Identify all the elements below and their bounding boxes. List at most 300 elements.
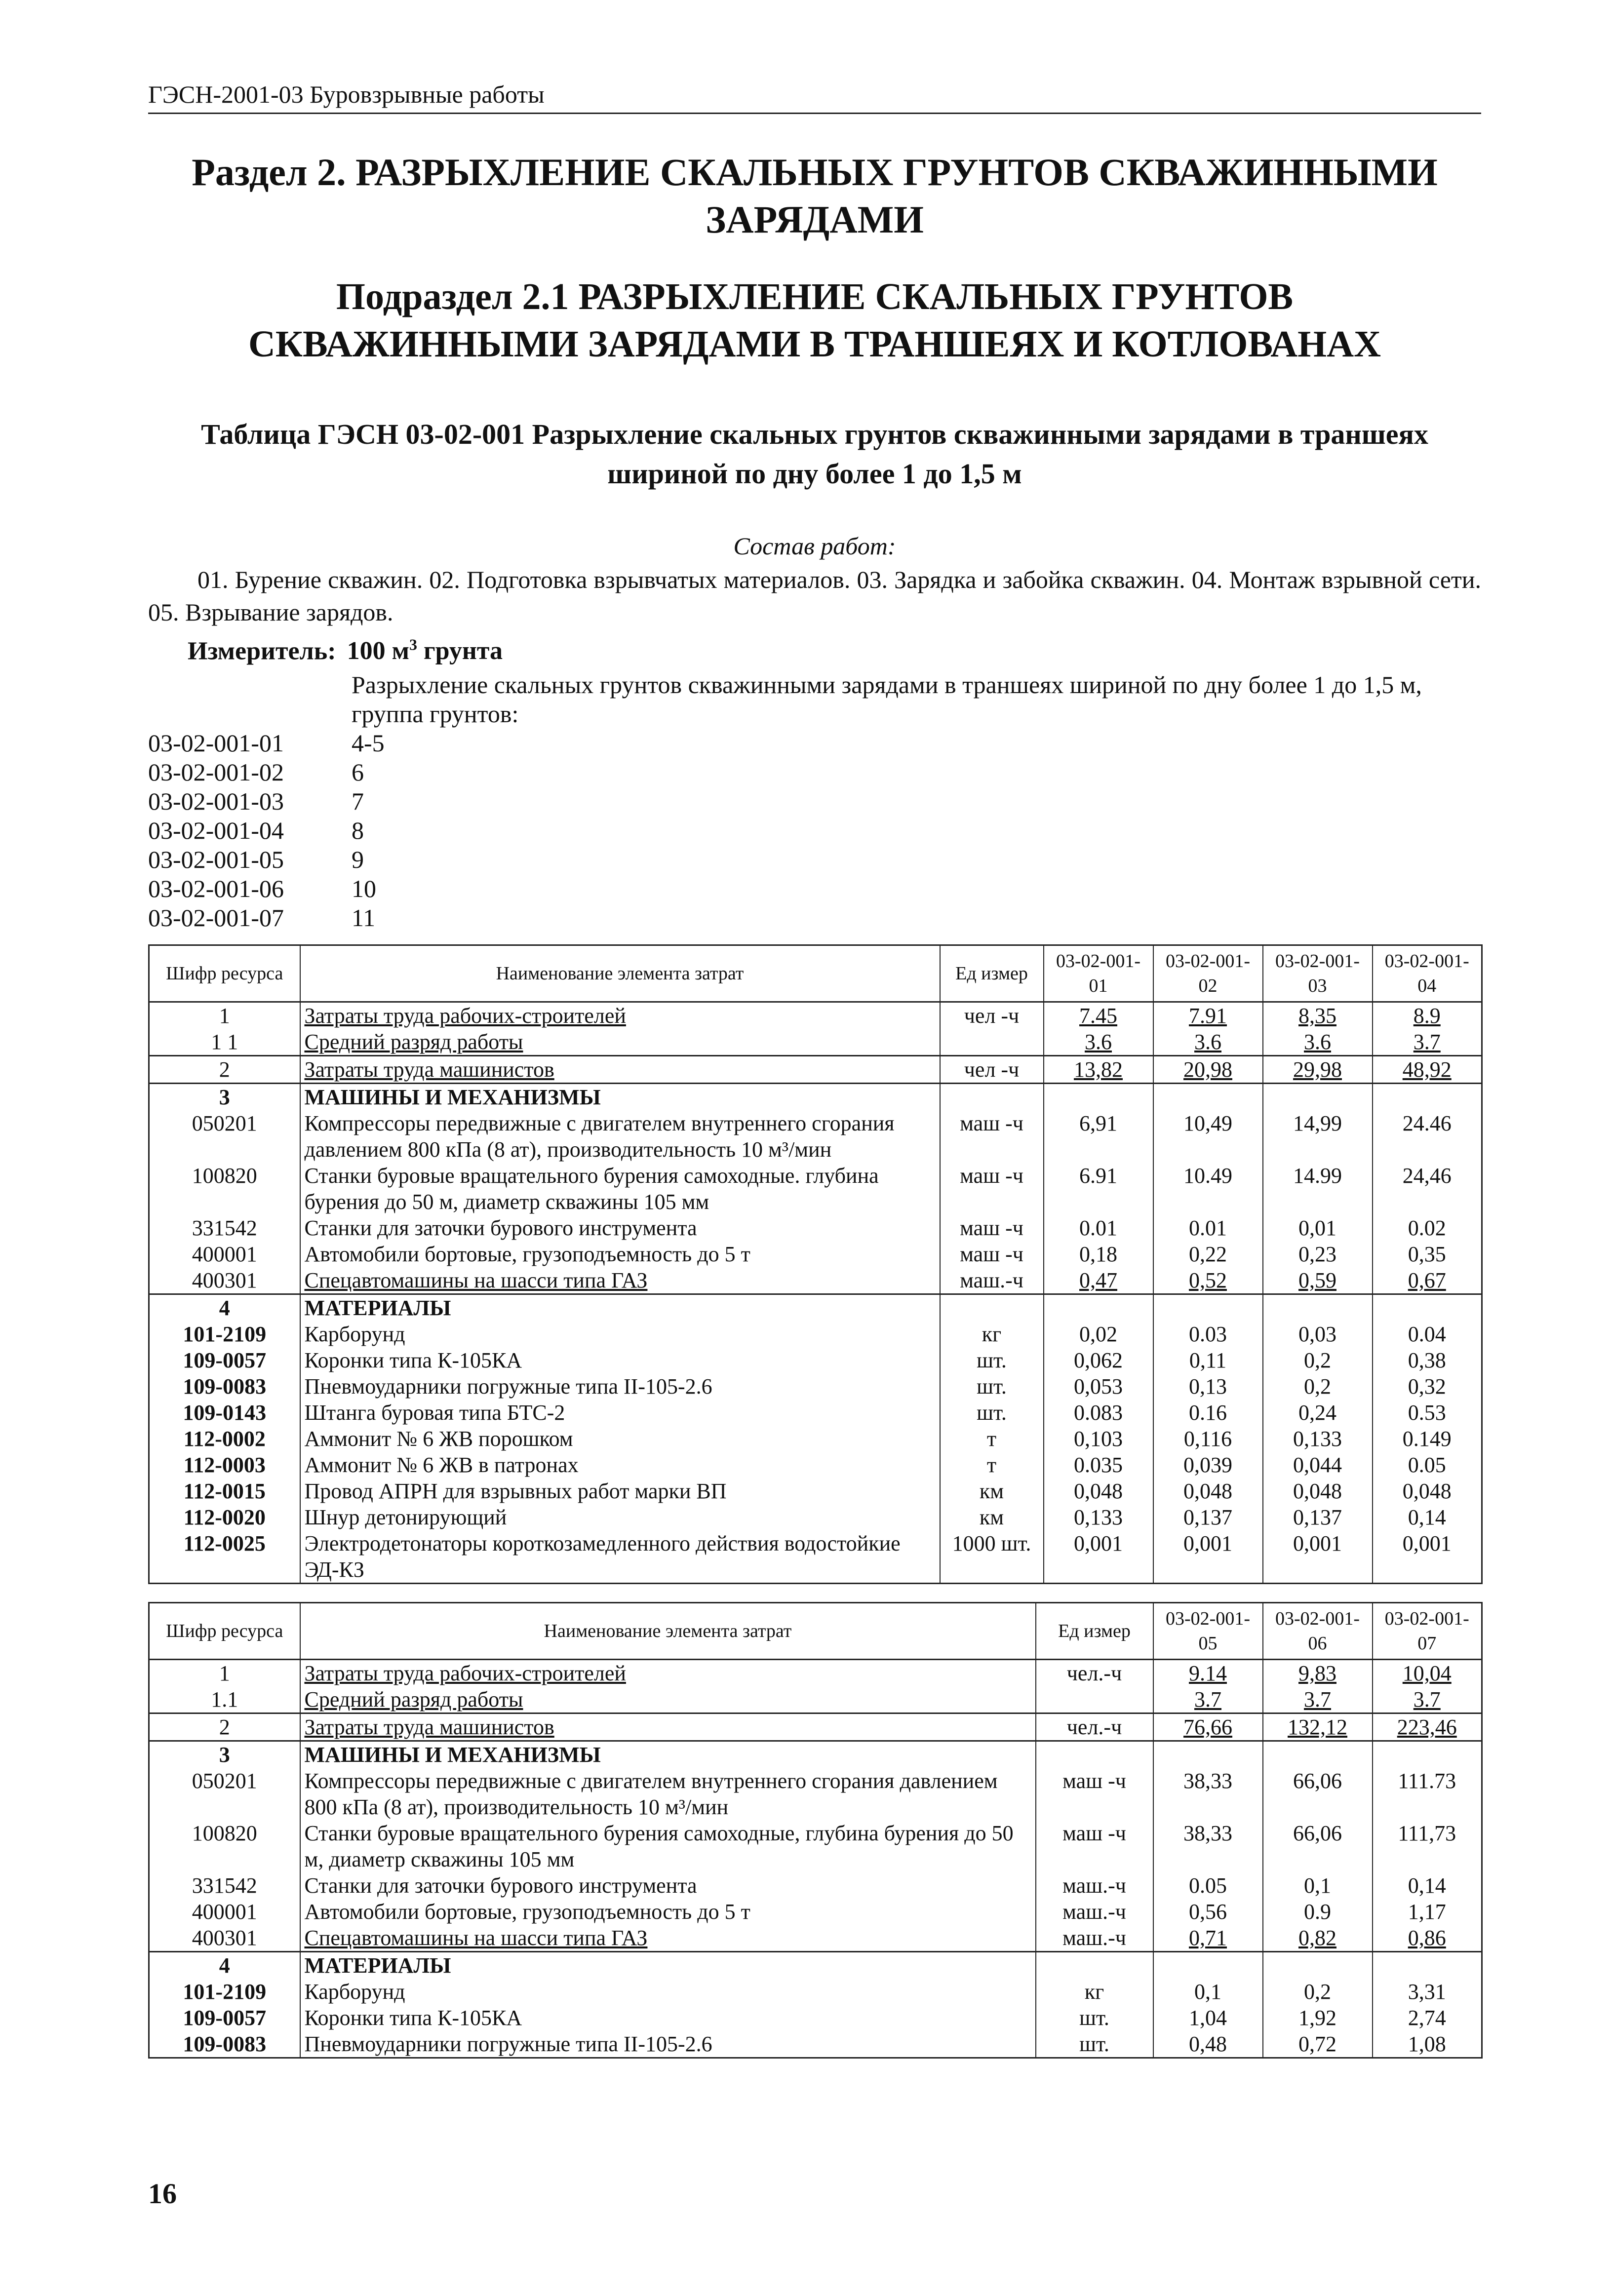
column-header: 03-02-001-02: [1153, 945, 1263, 1002]
cell-value: 0,01: [1263, 1215, 1373, 1241]
cell-value: 0,71: [1153, 1925, 1263, 1952]
cell-unit: шт.: [1036, 2031, 1153, 2058]
cell-unit: [940, 1029, 1044, 1056]
table-row: [149, 1741, 1482, 1768]
code-group: 7: [352, 787, 364, 816]
cell-value: 0.16: [1153, 1400, 1263, 1426]
cell-value: [1263, 1952, 1373, 1979]
cell-unit: кг: [1036, 1979, 1153, 2005]
cell-value: 0,56: [1153, 1899, 1263, 1925]
cell-name: Затраты труда рабочих-строителей: [300, 1660, 1036, 1687]
code-value: 03-02-001-07: [148, 904, 284, 932]
cell-code: 112-0020: [149, 1504, 300, 1530]
table-row: [149, 1002, 1482, 1029]
cell-value: 0.03: [1153, 1321, 1263, 1347]
cell-name: Карборунд: [300, 1321, 940, 1347]
table-row: [149, 1686, 1482, 1713]
cell-unit: маш.-ч: [940, 1267, 1044, 1294]
table-row: [149, 1215, 1482, 1241]
cell-name: Пневмоударники погружные типа II-105-2.6: [300, 1373, 940, 1400]
code-value: 03-02-001-06: [148, 875, 284, 903]
meter-value-sup: 3: [409, 636, 418, 654]
code-row: [148, 903, 1481, 933]
cell-value: 1,92: [1263, 2005, 1373, 2031]
table-row: [149, 1530, 1482, 1584]
cell-value: 0,2: [1263, 1979, 1373, 2005]
cell-value: [1263, 1294, 1373, 1322]
code-row: [148, 787, 1481, 816]
cell-value: 8,35: [1263, 1002, 1373, 1029]
cell-name: МАШИНЫ И МЕХАНИЗМЫ: [300, 1084, 940, 1111]
table-row: [149, 1768, 1482, 1820]
document-page: [148, 79, 1481, 2059]
table-row: [149, 1504, 1482, 1530]
cell-value: 0,23: [1263, 1241, 1373, 1267]
cell-value: 0,86: [1373, 1925, 1482, 1952]
code-group: 8: [352, 817, 364, 845]
code-value: 03-02-001-05: [148, 846, 284, 874]
cell-value: 0,03: [1263, 1321, 1373, 1347]
table2-body: [149, 1660, 1482, 2058]
cell-code: 112-0025: [149, 1530, 300, 1584]
cell-value: 3.6: [1263, 1029, 1373, 1056]
cell-value: 6,91: [1044, 1110, 1153, 1163]
cell-value: 10,04: [1373, 1660, 1482, 1687]
cell-code: 331542: [149, 1872, 300, 1899]
cell-value: 0,14: [1373, 1504, 1482, 1530]
cell-name: Средний разряд работы: [300, 1029, 940, 1056]
cell-value: 9.14: [1153, 1660, 1263, 1687]
cell-unit: чел.-ч: [1036, 1660, 1153, 1687]
cell-value: 1,17: [1373, 1899, 1482, 1925]
table-row: [149, 1294, 1482, 1322]
cell-value: [1373, 1084, 1482, 1111]
cell-value: 24,46: [1373, 1163, 1482, 1215]
cell-value: 10,49: [1153, 1110, 1263, 1163]
table1-header-row: [149, 945, 1482, 1002]
cell-name: Коронки типа К-105КА: [300, 2005, 1036, 2031]
cell-unit: шт.: [940, 1400, 1044, 1426]
cell-code: 1.1: [149, 1686, 300, 1713]
cell-value: 66,06: [1263, 1820, 1373, 1872]
table-row: [149, 1110, 1482, 1163]
cell-code: 400301: [149, 1267, 300, 1294]
cell-value: 0,044: [1263, 1452, 1373, 1478]
cell-value: [1373, 1741, 1482, 1768]
cell-code: 101-2109: [149, 1321, 300, 1347]
cell-value: [1044, 1294, 1153, 1322]
cell-value: 7.91: [1153, 1002, 1263, 1029]
cell-value: 0.02: [1373, 1215, 1482, 1241]
column-header: Шифр ресурса: [149, 945, 300, 1002]
cell-value: 0,24: [1263, 1400, 1373, 1426]
cell-value: 0,52: [1153, 1267, 1263, 1294]
cell-value: 132,12: [1263, 1713, 1373, 1741]
table-row: [149, 1321, 1482, 1347]
cell-name: Штанга буровая типа БТС-2: [300, 1400, 940, 1426]
cell-code: 331542: [149, 1215, 300, 1241]
resource-table-1: [148, 944, 1483, 1584]
table-row: [149, 1660, 1482, 1687]
cell-value: 29,98: [1263, 1056, 1373, 1084]
cell-value: 0,02: [1044, 1321, 1153, 1347]
cell-name: Спецавтомашины на шасси типа ГАЗ: [300, 1267, 940, 1294]
cell-name: Пневмоударники погружные типа II-105-2.6: [300, 2031, 1036, 2058]
cell-value: 0,22: [1153, 1241, 1263, 1267]
cell-value: 0.9: [1263, 1899, 1373, 1925]
cell-name: МАТЕРИАЛЫ: [300, 1294, 940, 1322]
cell-value: [1373, 1952, 1482, 1979]
cell-unit: чел -ч: [940, 1056, 1044, 1084]
cell-value: [1153, 1294, 1263, 1322]
code-value: 03-02-001-01: [148, 729, 284, 757]
cell-value: 0.149: [1373, 1426, 1482, 1452]
cell-value: [1153, 1741, 1263, 1768]
cell-value: 0,103: [1044, 1426, 1153, 1452]
table1-body: [149, 1002, 1482, 1584]
cell-value: 0,11: [1153, 1347, 1263, 1373]
table-row: [149, 1029, 1482, 1056]
cell-value: 0,001: [1263, 1530, 1373, 1584]
cell-unit: шт.: [1036, 2005, 1153, 2031]
cell-value: 0,1: [1263, 1872, 1373, 1899]
table-row: [149, 1267, 1482, 1294]
table-row: [149, 1241, 1482, 1267]
cell-value: 0,137: [1263, 1504, 1373, 1530]
cell-name: Станки для заточки бурового инструмента: [300, 1872, 1036, 1899]
column-header: 03-02-001-06: [1263, 1603, 1373, 1660]
cell-value: 3.6: [1153, 1029, 1263, 1056]
cell-value: 0,001: [1153, 1530, 1263, 1584]
cell-value: [1263, 1084, 1373, 1111]
table-row: [149, 2005, 1482, 2031]
cell-code: 400001: [149, 1241, 300, 1267]
cell-value: 38,33: [1153, 1820, 1263, 1872]
cell-unit: 1000 шт.: [940, 1530, 1044, 1584]
cell-value: 6.91: [1044, 1163, 1153, 1215]
cell-value: 0,053: [1044, 1373, 1153, 1400]
cell-value: 111.73: [1373, 1768, 1482, 1820]
cell-code: 101-2109: [149, 1979, 300, 2005]
codes-block: [148, 670, 1481, 933]
code-group: 4-5: [352, 729, 385, 757]
cell-code: 4: [149, 1294, 300, 1322]
code-row: [148, 845, 1481, 874]
cell-value: 2,74: [1373, 2005, 1482, 2031]
cell-name: Компрессоры передвижные с двигателем внутреннего сгорания давлением 800 кПа (8 ат), производительность 10 м³/мин: [300, 1768, 1036, 1820]
cell-value: 1,04: [1153, 2005, 1263, 2031]
cell-value: 3.6: [1044, 1029, 1153, 1056]
cell-unit: т: [940, 1452, 1044, 1478]
cell-code: 1: [149, 1002, 300, 1029]
table-row: [149, 1347, 1482, 1373]
cell-value: 0,133: [1044, 1504, 1153, 1530]
cell-value: 0,72: [1263, 2031, 1373, 2058]
table-title: Таблица ГЭСН 03-02-001 Разрыхление скальных грунтов скважинными зарядами в траншеях шириной по дну более 1 до 1,5 м: [201, 418, 1428, 490]
cell-value: 3.7: [1373, 1686, 1482, 1713]
cell-unit: чел.-ч: [1036, 1713, 1153, 1741]
cell-unit: маш -ч: [940, 1215, 1044, 1241]
cell-value: 0,59: [1263, 1267, 1373, 1294]
code-row: [148, 758, 1481, 787]
cell-name: Шнур детонирующий: [300, 1504, 940, 1530]
cell-unit: маш.-ч: [1036, 1925, 1153, 1952]
table-row: [149, 1478, 1482, 1504]
code-row: [148, 874, 1481, 903]
code-group: 10: [352, 875, 376, 903]
cell-code: 050201: [149, 1768, 300, 1820]
cell-value: 10.49: [1153, 1163, 1263, 1215]
code-list: [148, 729, 1481, 933]
cell-value: 0,13: [1153, 1373, 1263, 1400]
cell-name: Станки для заточки бурового инструмента: [300, 1215, 940, 1241]
cell-unit: шт.: [940, 1373, 1044, 1400]
cell-code: 400301: [149, 1925, 300, 1952]
cell-unit: маш.-ч: [1036, 1899, 1153, 1925]
cell-name: Аммонит № 6 ЖВ в патронах: [300, 1452, 940, 1478]
cell-value: 0,048: [1263, 1478, 1373, 1504]
cell-name: Затраты труда рабочих-строителей: [300, 1002, 940, 1029]
cell-code: 112-0003: [149, 1452, 300, 1478]
table-row: [149, 1084, 1482, 1111]
cell-name: Станки буровые вращательного бурения самоходные, глубина бурения до 50 м, диаметр скважины 105 мм: [300, 1820, 1036, 1872]
cell-value: 0,062: [1044, 1347, 1153, 1373]
cell-unit: маш -ч: [940, 1163, 1044, 1215]
cell-code: 050201: [149, 1110, 300, 1163]
table-row: [149, 1979, 1482, 2005]
cell-name: Средний разряд работы: [300, 1686, 1036, 1713]
cell-value: 0,048: [1044, 1478, 1153, 1504]
cell-value: [1153, 1952, 1263, 1979]
cell-unit: [940, 1084, 1044, 1111]
cell-value: 0,82: [1263, 1925, 1373, 1952]
cell-name: Спецавтомашины на шасси типа ГАЗ: [300, 1925, 1036, 1952]
section-title: Раздел 2. РАЗРЫХЛЕНИЕ СКАЛЬНЫХ ГРУНТОВ СКВАЖИННЫМИ ЗАРЯДАМИ: [192, 151, 1438, 241]
cell-code: 109-0083: [149, 2031, 300, 2058]
table-row: [149, 1426, 1482, 1452]
cell-code: 109-0057: [149, 2005, 300, 2031]
cell-value: 66,06: [1263, 1768, 1373, 1820]
cell-unit: [1036, 1741, 1153, 1768]
cell-value: 76,66: [1153, 1713, 1263, 1741]
cell-value: 0,38: [1373, 1347, 1482, 1373]
cell-code: 1: [149, 1660, 300, 1687]
table-row: [149, 1713, 1482, 1741]
cell-name: МАТЕРИАЛЫ: [300, 1952, 1036, 1979]
cell-unit: км: [940, 1504, 1044, 1530]
code-row: [148, 816, 1481, 845]
cell-value: 0,47: [1044, 1267, 1153, 1294]
cell-name: Затраты труда машинистов: [300, 1056, 940, 1084]
table2-header-row: [149, 1603, 1482, 1660]
cell-value: 3.7: [1373, 1029, 1482, 1056]
cell-unit: [940, 1294, 1044, 1322]
resource-table-2: [148, 1602, 1483, 2059]
cell-value: 0,048: [1153, 1478, 1263, 1504]
table-row: [149, 1056, 1482, 1084]
cell-value: 0,133: [1263, 1426, 1373, 1452]
cell-unit: т: [940, 1426, 1044, 1452]
cell-value: 0,14: [1373, 1872, 1482, 1899]
cell-value: 0,32: [1373, 1373, 1482, 1400]
cell-value: 0,35: [1373, 1241, 1482, 1267]
column-header: Наименование элемента затрат: [300, 1603, 1036, 1660]
cell-value: 0.53: [1373, 1400, 1482, 1426]
column-header: 03-02-001-04: [1373, 945, 1482, 1002]
column-header: Шифр ресурса: [149, 1603, 300, 1660]
cell-value: 223,46: [1373, 1713, 1482, 1741]
column-header: 03-02-001-03: [1263, 945, 1373, 1002]
meter-value-prefix: 100 м: [347, 637, 410, 665]
table-row: [149, 2031, 1482, 2058]
cell-unit: маш.-ч: [1036, 1872, 1153, 1899]
column-header: Ед измер: [1036, 1603, 1153, 1660]
cell-name: Провод АПРН для взрывных работ марки ВП: [300, 1478, 940, 1504]
cell-unit: [1036, 1686, 1153, 1713]
table-row: [149, 1925, 1482, 1952]
cell-code: 112-0002: [149, 1426, 300, 1452]
cell-value: 0.05: [1153, 1872, 1263, 1899]
cell-value: 48,92: [1373, 1056, 1482, 1084]
running-head: ГЭСН-2001-03 Буровзрывные работы: [148, 79, 1481, 114]
meter: [148, 628, 1481, 667]
column-header: 03-02-001-07: [1373, 1603, 1482, 1660]
cell-unit: маш -ч: [940, 1241, 1044, 1267]
cell-value: 0,048: [1373, 1478, 1482, 1504]
code-group: 6: [352, 758, 364, 786]
cell-value: 0.05: [1373, 1452, 1482, 1478]
cell-unit: [1036, 1952, 1153, 1979]
cell-code: 109-0057: [149, 1347, 300, 1373]
cell-value: 0,1: [1153, 1979, 1263, 2005]
cell-value: 0,001: [1044, 1530, 1153, 1584]
cell-name: Автомобили бортовые, грузоподъемность до 5 т: [300, 1899, 1036, 1925]
code-group: 9: [352, 846, 364, 874]
table-row: [149, 1452, 1482, 1478]
cell-value: 111,73: [1373, 1820, 1482, 1872]
meter-value: [347, 637, 503, 665]
cell-value: 7.45: [1044, 1002, 1153, 1029]
cell-value: 1,08: [1373, 2031, 1482, 2058]
cell-code: 3: [149, 1741, 300, 1768]
cell-value: 0,2: [1263, 1373, 1373, 1400]
cell-value: [1153, 1084, 1263, 1111]
cell-name: Станки буровые вращательного бурения самоходные. глубина бурения до 50 м, диаметр скважины 105 мм: [300, 1163, 940, 1215]
code-value: 03-02-001-02: [148, 758, 284, 786]
cell-code: 100820: [149, 1820, 300, 1872]
cell-value: 0,137: [1153, 1504, 1263, 1530]
cell-value: 0.035: [1044, 1452, 1153, 1478]
cell-code: 2: [149, 1056, 300, 1084]
cell-unit: маш -ч: [1036, 1768, 1153, 1820]
cell-unit: чел -ч: [940, 1002, 1044, 1029]
cell-name: Компрессоры передвижные с двигателем внутреннего сгорания давлением 800 кПа (8 ат), производительность 10 м³/мин: [300, 1110, 940, 1163]
cell-unit: шт.: [940, 1347, 1044, 1373]
code-group: 11: [352, 904, 376, 932]
cell-value: 3.7: [1263, 1686, 1373, 1713]
table-row: [149, 1872, 1482, 1899]
table-row: [149, 1373, 1482, 1400]
cell-value: 3,31: [1373, 1979, 1482, 2005]
cell-code: 109-0143: [149, 1400, 300, 1426]
cell-value: 0.01: [1044, 1215, 1153, 1241]
cell-value: 0,116: [1153, 1426, 1263, 1452]
cell-name: Аммонит № 6 ЖВ порошком: [300, 1426, 940, 1452]
cell-value: 0,2: [1263, 1347, 1373, 1373]
cell-name: Карборунд: [300, 1979, 1036, 2005]
cell-code: 400001: [149, 1899, 300, 1925]
cell-value: 9,83: [1263, 1660, 1373, 1687]
cell-value: 0,18: [1044, 1241, 1153, 1267]
column-header: 03-02-001-05: [1153, 1603, 1263, 1660]
page-number: 16: [148, 2178, 177, 2210]
cell-name: Затраты труда машинистов: [300, 1713, 1036, 1741]
works-heading: Состав работ:: [733, 532, 896, 560]
cell-code: 1 1: [149, 1029, 300, 1056]
cell-unit: маш -ч: [1036, 1820, 1153, 1872]
cell-value: 8.9: [1373, 1002, 1482, 1029]
cell-value: 0.01: [1153, 1215, 1263, 1241]
cell-name: Автомобили бортовые, грузоподъемность до 5 т: [300, 1241, 940, 1267]
codes-intro: Разрыхление скальных грунтов скважинными зарядами в траншеях шириной по дну более 1 до 1,5 м, группа грунтов:: [352, 671, 1422, 728]
cell-value: 0,001: [1373, 1530, 1482, 1584]
meter-value-suffix: грунта: [417, 637, 503, 665]
cell-code: 2: [149, 1713, 300, 1741]
column-header: Ед измер: [940, 945, 1044, 1002]
cell-value: 0,48: [1153, 2031, 1263, 2058]
cell-value: 38,33: [1153, 1768, 1263, 1820]
cell-value: 14.99: [1263, 1163, 1373, 1215]
cell-value: 24.46: [1373, 1110, 1482, 1163]
table-row: [149, 1952, 1482, 1979]
cell-code: 109-0083: [149, 1373, 300, 1400]
column-header: 03-02-001-01: [1044, 945, 1153, 1002]
code-row: [148, 729, 1481, 758]
subsection-title: Подраздел 2.1 РАЗРЫХЛЕНИЕ СКАЛЬНЫХ ГРУНТОВ СКВАЖИННЫМИ ЗАРЯДАМИ В ТРАНШЕЯХ И КОТЛОВАНАХ: [248, 276, 1381, 365]
cell-value: 13,82: [1044, 1056, 1153, 1084]
meter-label: Измеритель:: [188, 637, 336, 665]
works-text: 01. Бурение скважин. 02. Подготовка взрывчатых материалов. 03. Зарядка и забойка скважин. 04. Монтаж взрывной сети. 05. Взрывание зарядов.: [148, 566, 1481, 626]
code-value: 03-02-001-04: [148, 817, 284, 845]
table-row: [149, 1899, 1482, 1925]
cell-value: [1044, 1084, 1153, 1111]
cell-code: 3: [149, 1084, 300, 1111]
cell-unit: кг: [940, 1321, 1044, 1347]
cell-value: 3.7: [1153, 1686, 1263, 1713]
cell-value: 0,039: [1153, 1452, 1263, 1478]
cell-code: 100820: [149, 1163, 300, 1215]
cell-value: 14,99: [1263, 1110, 1373, 1163]
cell-code: 4: [149, 1952, 300, 1979]
cell-unit: км: [940, 1478, 1044, 1504]
cell-value: [1373, 1294, 1482, 1322]
cell-unit: маш -ч: [940, 1110, 1044, 1163]
table-row: [149, 1820, 1482, 1872]
code-value: 03-02-001-03: [148, 787, 284, 816]
cell-value: 20,98: [1153, 1056, 1263, 1084]
cell-code: 112-0015: [149, 1478, 300, 1504]
table-row: [149, 1163, 1482, 1215]
cell-value: 0,67: [1373, 1267, 1482, 1294]
cell-value: 0.083: [1044, 1400, 1153, 1426]
cell-value: [1263, 1741, 1373, 1768]
column-header: Наименование элемента затрат: [300, 945, 940, 1002]
cell-name: МАШИНЫ И МЕХАНИЗМЫ: [300, 1741, 1036, 1768]
cell-name: Коронки типа К-105КА: [300, 1347, 940, 1373]
cell-name: Электродетонаторы короткозамедленного действия водостойкие ЭД-КЗ: [300, 1530, 940, 1584]
table-row: [149, 1400, 1482, 1426]
cell-value: 0.04: [1373, 1321, 1482, 1347]
